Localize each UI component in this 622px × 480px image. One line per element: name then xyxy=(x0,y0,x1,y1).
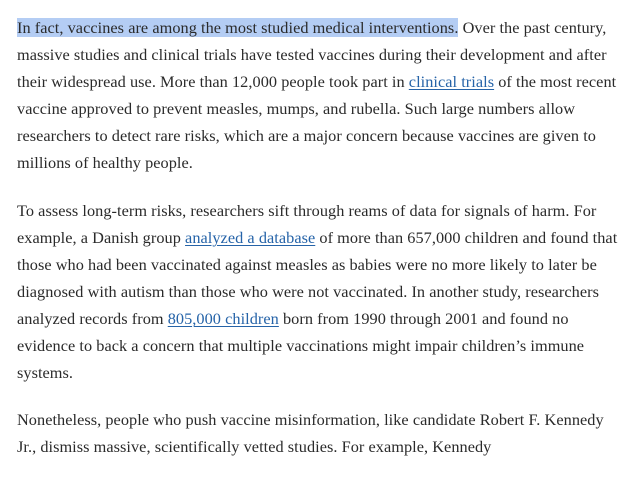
paragraph-text: born from 1990 through 2001 and found no evidence to back a concern that multiple vaccinations might impair children’s immune systems. xyxy=(17,308,585,383)
paragraph-text: To assess long-term risks, researchers sift through reams of data for signals of harm. For example, a Danish group xyxy=(17,200,597,247)
clinical-trials-link[interactable]: clinical trials xyxy=(408,72,495,92)
paragraph-text: Over the past century, massive studies and clinical trials have tested vaccines during their development and after their widespread use. More than 12,000 people took part in xyxy=(17,18,607,92)
paragraph-1 xyxy=(17,14,621,177)
selected-text[interactable]: In fact, vaccines are among the most studied medical interventions. xyxy=(17,18,459,37)
805000-children-link[interactable]: 805,000 children xyxy=(167,308,279,328)
paragraph-text: of more than 657,000 children and found that those who had been vaccinated against measles as babies were no more likely to later be diagnosed with autism than those who were not vaccinated. In another study, researchers analyzed records from xyxy=(17,227,618,328)
paragraph-2 xyxy=(17,197,621,387)
analyzed-database-link[interactable]: analyzed a database xyxy=(185,227,316,247)
article-body xyxy=(17,14,621,480)
paragraph-3 xyxy=(17,406,621,460)
paragraph-text: of the most recent vaccine approved to prevent measles, mumps, and rubella. Such large numbers allow researchers to detect rare risks, which are a major concern because vaccines are given to millions of healthy people. xyxy=(17,72,617,173)
paragraph-text: Nonetheless, people who push vaccine misinformation, like candidate Robert F. Kennedy Jr., dismiss massive, scientifically vetted studies. For example, Kennedy xyxy=(17,410,604,457)
